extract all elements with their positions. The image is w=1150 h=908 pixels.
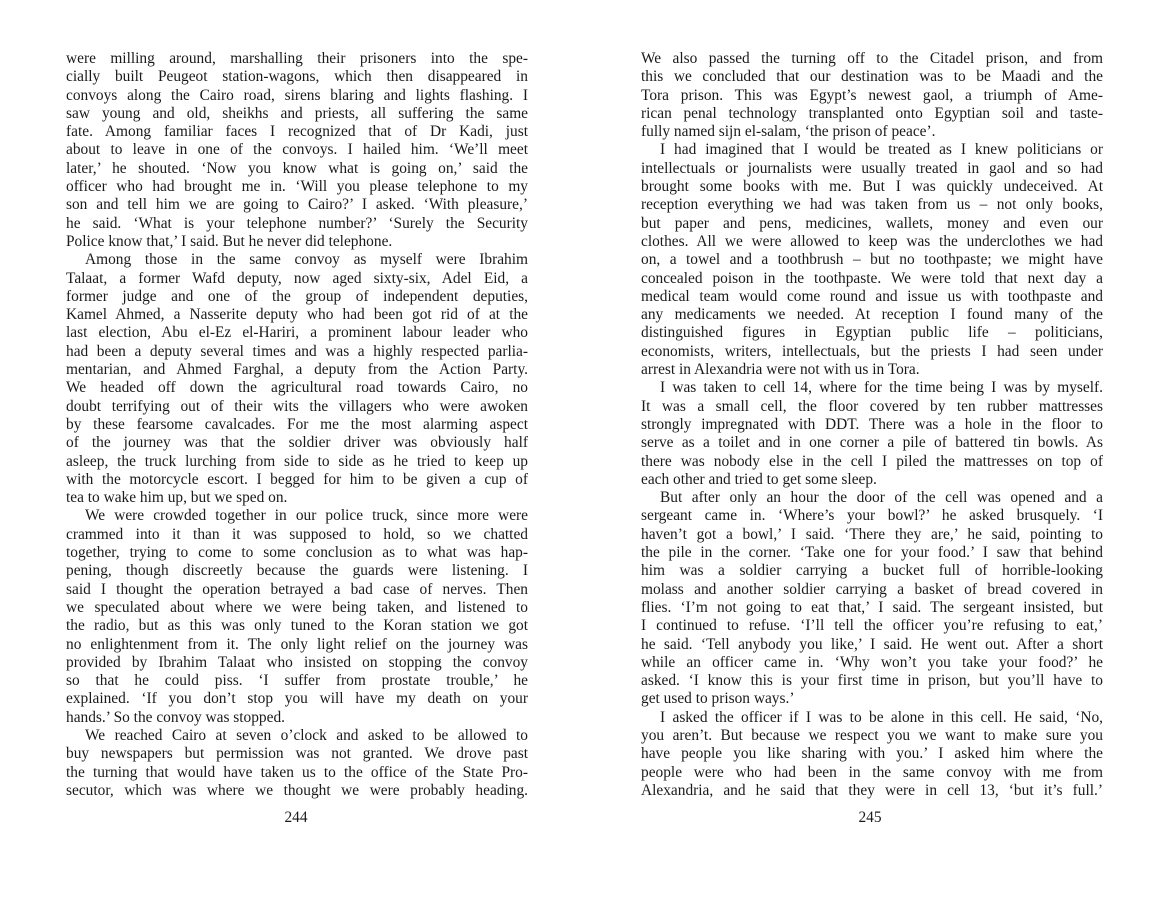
text-line: crammed into it than it was supposed to hold, so we chatted <box>66 525 528 543</box>
text-line: It was a small cell, the floor covered by ten rubber mattresses <box>641 397 1103 415</box>
text-line: clothes. All we were allowed to keep was the underclothes we had <box>641 232 1103 250</box>
text-line: concealed poison in the toothpaste. We were told that next day a <box>641 269 1103 287</box>
text-line: haven’t got a bowl,’ I said. ‘There they are,’ he said, pointing to <box>641 525 1103 543</box>
text-line: We also passed the turning off to the Citadel prison, and from <box>641 50 1103 67</box>
text-line: fully named sijn el-salam, ‘the prison of peace’. <box>641 123 936 141</box>
text-line: no enlightenment from it. The only light relief on the journey was <box>66 635 528 653</box>
right-page-number: 245 <box>858 809 882 826</box>
text-line: We were crowded together in our police truck, since more were <box>85 507 528 525</box>
text-line: him was a soldier carrying a bucket full of horrible-looking <box>641 562 1103 580</box>
text-line: I had imagined that I would be treated as I knew politicians or <box>660 141 1103 159</box>
text-line: saw young and old, sheikhs and priests, all suffering the same <box>66 104 528 122</box>
text-line: we speculated about where we were being taken, and listened to <box>66 598 528 616</box>
text-line: buy newspapers but permission was not granted. We drove past <box>66 745 528 763</box>
text-line: flies. ‘I’m not going to eat that,’ I said. The sergeant insisted, but <box>641 598 1103 616</box>
text-line: reception everything we had was taken from us – not only books, <box>641 196 1103 214</box>
text-line: Talaat, a former Wafd deputy, now aged sixty-six, Adel Eid, a <box>66 269 528 287</box>
text-line: any medicaments we needed. At reception I found many of the <box>641 306 1103 324</box>
text-line: had been a deputy several times and was a highly respected parlia- <box>66 342 528 360</box>
text-line: were milling around, marshalling their prisoners into the spe- <box>66 50 528 67</box>
text-line: medical team would come round and issue us with toothpaste and <box>641 287 1103 305</box>
text-line: get used to prison ways.’ <box>641 690 795 708</box>
text-line: there was nobody else in the cell I piled the mattresses on top of <box>641 452 1103 470</box>
text-line: convoys along the Cairo road, sirens blaring and lights flashing. I <box>66 86 528 104</box>
text-line: he said. ‘Tell anybody you like,’ I said. He went out. After a short <box>641 635 1103 653</box>
text-line: officer who had brought me in. ‘Will you please telephone to my <box>66 178 528 196</box>
text-line: former judge and one of the group of independent deputies, <box>66 287 528 305</box>
left-page-number: 244 <box>284 809 308 826</box>
text-line: the pile in the corner. ‘Take one for your food.’ I saw that behind <box>641 544 1103 562</box>
text-line: arrest in Alexandria were not with us in Tora. <box>641 361 920 379</box>
text-line: each other and tried to get some sleep. <box>641 470 877 488</box>
text-line: asked. ‘I know this is your first time in prison, but you’ll have to <box>641 672 1103 690</box>
text-line: rican penal technology transplanted onto Egyptian soil and taste- <box>641 104 1103 122</box>
text-line: this we concluded that our destination was to be Maadi and the <box>641 68 1103 86</box>
text-line: so that he could piss. ‘I suffer from prostate trouble,’ he <box>66 672 528 690</box>
text-line: later,’ he shouted. ‘Now you know what is going on,’ said the <box>66 159 528 177</box>
text-line: intellectuals or journalists were usually treated in gaol and so had <box>641 159 1103 177</box>
text-line: the radio, but as this was only tuned to the Koran station we got <box>66 617 528 635</box>
text-line: Kamel Ahmed, a Nasserite deputy who had been got rid of at the <box>66 306 528 324</box>
text-line: while an officer came in. ‘Why won’t you take your food?’ he <box>641 653 1103 671</box>
text-line: cially built Peugeot station-wagons, which then disappeared in <box>66 68 528 86</box>
text-line: mentarian, and Ahmed Farghal, a deputy from the Action Party. <box>66 361 528 379</box>
text-line: of the journey was that the soldier driver was obviously half <box>66 434 528 452</box>
text-line: I continued to refuse. ‘I’ll tell the officer you’re refusing to eat,’ <box>641 617 1103 635</box>
text-line: serve as a toilet and in one corner a pile of battered tin bowls. As <box>641 434 1103 452</box>
text-line: molass and another soldier carrying a basket of bread covered in <box>641 580 1103 598</box>
text-line: brought some books with me. But I was quickly undeceived. At <box>641 178 1103 196</box>
text-line: Alexandria, and he said that they were in cell 13, ‘but it’s full.’ <box>641 781 1103 799</box>
text-line: doubt terrifying out of their wits the villagers who were awoken <box>66 397 528 415</box>
text-line: asleep, the truck lurching from side to side as he tried to keep up <box>66 452 528 470</box>
text-line: fate. Among familiar faces I recognized that of Dr Kadi, just <box>66 123 528 141</box>
text-line: hands.’ So the convoy was stopped. <box>66 708 286 726</box>
text-line: you aren’t. But because we respect you we want to make sure you <box>641 726 1103 744</box>
text-line: Among those in the same convoy as myself were Ibrahim <box>85 251 528 269</box>
text-line: with the motorcycle escort. I begged for him to be given a cup of <box>66 470 528 488</box>
text-line: pening, though discreetly because the guards were listening. I <box>66 562 528 580</box>
text-line: together, trying to come to some conclusion as to what was hap- <box>66 544 528 562</box>
text-line: by these fearsome cavalcades. For me the most alarming aspect <box>66 415 528 433</box>
text-line: on, a towel and a toothbrush – but no toothpaste; we might have <box>641 251 1103 269</box>
text-line: tea to wake him up, but we sped on. <box>66 489 288 507</box>
left-page-text <box>66 50 528 800</box>
text-line: the turning that would have taken us to the office of the State Pro- <box>66 763 528 781</box>
text-line: But after only an hour the door of the cell was opened and a <box>660 489 1103 507</box>
text-line: We reached Cairo at seven o’clock and asked to be allowed to <box>85 726 528 744</box>
text-line: Tora prison. This was Egypt’s newest gaol, a triumph of Ame- <box>641 86 1103 104</box>
text-line: said I thought the operation betrayed a bad case of nerves. Then <box>66 580 528 598</box>
text-line: I was taken to cell 14, where for the time being I was by myself. <box>660 379 1103 397</box>
text-line: have people you like sharing with you.’ I asked him where the <box>641 745 1103 763</box>
text-line: but paper and pens, medicines, wallets, money and even our <box>641 214 1103 232</box>
text-line: explained. ‘If you don’t stop you will have my death on your <box>66 690 528 708</box>
text-line: Police know that,’ I said. But he never did telephone. <box>66 232 393 250</box>
text-line: strongly impregnated with DDT. There was a hole in the floor to <box>641 415 1103 433</box>
text-line: son and tell him we are going to Cairo?’ I asked. ‘With pleasure,’ <box>66 196 528 214</box>
text-line: about to leave in one of the convoys. I hailed him. ‘We’ll meet <box>66 141 528 159</box>
text-line: We headed off down the agricultural road towards Cairo, no <box>66 379 528 397</box>
text-line: economists, writers, intellectuals, but the priests I had seen under <box>641 342 1103 360</box>
text-line: he said. ‘What is your telephone number?’ ‘Surely the Security <box>66 214 528 232</box>
text-line: sergeant came in. ‘Where’s your bowl?’ he asked brusquely. ‘I <box>641 507 1103 525</box>
text-line: I asked the officer if I was to be alone in this cell. He said, ‘No, <box>660 708 1103 726</box>
right-page-text <box>641 50 1103 800</box>
text-line: last election, Abu el-Ez el-Hariri, a prominent labour leader who <box>66 324 528 342</box>
text-line: distinguished figures in Egyptian public life – politicians, <box>641 324 1103 342</box>
text-line: people were who had been in the same convoy with me from <box>641 763 1103 781</box>
text-line: provided by Ibrahim Talaat who insisted on stopping the convoy <box>66 653 528 671</box>
text-line: secutor, which was where we thought we were probably heading. <box>66 781 528 799</box>
